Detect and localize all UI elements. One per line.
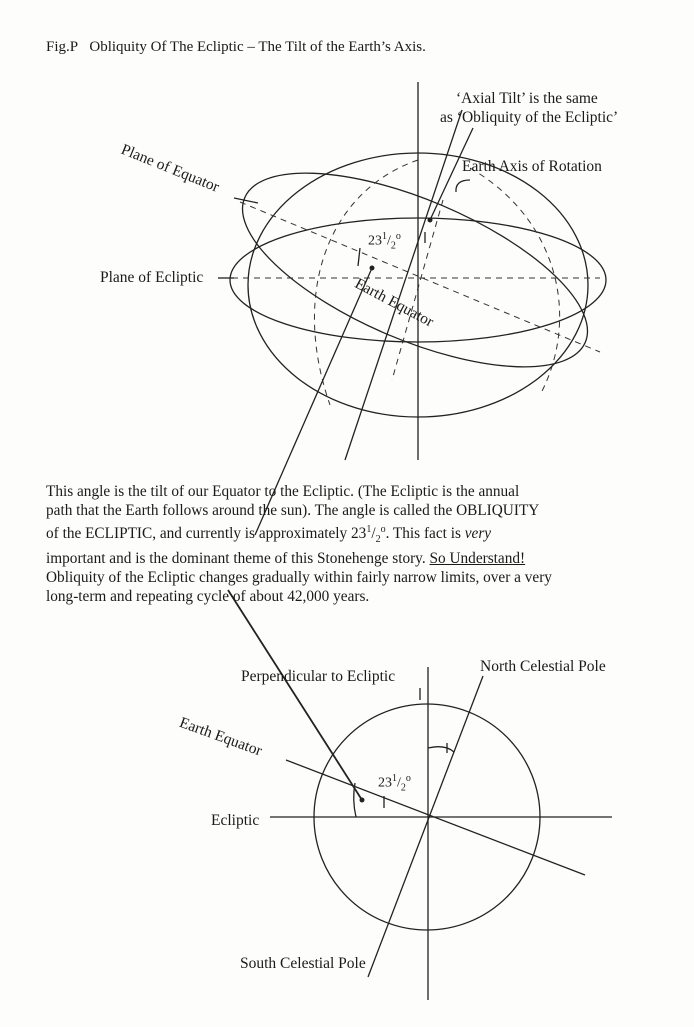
paragraph-line-5: Obliquity of the Ecliptic changes gradually within fairly narrow limits, over a very: [46, 569, 552, 587]
earth-equator-label-bottom: Earth Equator: [177, 714, 265, 760]
equator-dashed-line: [240, 202, 600, 352]
north-celestial-pole-label: North Celestial Pole: [480, 658, 606, 675]
equator-label-arrow: [234, 198, 258, 203]
bottom-circle-diagram: [228, 590, 612, 1000]
top-angle-label: $23^1/_2^o$: [368, 231, 401, 252]
celestial-pole-axis: [368, 676, 483, 977]
angle-arc: [428, 747, 454, 752]
pointer-line-from-text: [228, 590, 362, 800]
equator-angle-marker: [360, 798, 365, 803]
paragraph-line-4: important and is the dominant theme of this Stonehenge story. So Understand!: [46, 550, 526, 568]
paragraph-angle: $23^1/_2^o$: [351, 524, 386, 546]
explanation-paragraph: [46, 482, 646, 606]
ecliptic-label: Ecliptic: [211, 812, 260, 829]
figure-id: Fig.P: [46, 39, 79, 55]
figure-header: [46, 38, 426, 56]
paragraph-line-2: path that the Earth follows around the sun). The angle is called the OBLIQUITY: [46, 502, 540, 519]
so-understand: So Understand!: [429, 550, 526, 568]
equator-point-marker: [370, 266, 375, 271]
paragraph-line-6: long-term and repeating cycle of about 42,000 years.: [46, 588, 370, 606]
very-emphasis: very: [464, 525, 492, 543]
figure-title: Obliquity Of The Ecliptic – The Tilt of the Earth’s Axis.: [89, 39, 426, 55]
tilt-point-marker: [428, 218, 433, 223]
earth-axis-label: Earth Axis of Rotation: [462, 158, 602, 175]
axial-tilt-note-line1: ‘Axial Tilt’ is the same: [456, 90, 598, 107]
bottom-angle-label: $23^1/_2^o$: [378, 773, 411, 794]
perpendicular-to-ecliptic-label: Perpendicular to Ecliptic: [241, 668, 396, 685]
paragraph-line-1: This angle is the tilt of our Equator to the Ecliptic. (The Ecliptic is the annual: [46, 483, 520, 500]
plane-of-ecliptic-label: Plane of Ecliptic: [100, 269, 204, 286]
earth-equator-label: Earth Equator: [352, 275, 437, 331]
hidden-meridian-dashed-right: [470, 168, 560, 395]
angle-tick-left: [358, 248, 360, 266]
paragraph-line-3: of the ECLIPTIC, and currently is approximately $23^1/_2^o$. This fact is very: [46, 524, 492, 546]
equator-angle-arc: [354, 783, 356, 817]
plane-of-equator-label: Plane of Equator: [118, 141, 222, 196]
axis-label-pointer: [456, 180, 470, 192]
south-celestial-pole-label: South Celestial Pole: [240, 955, 366, 972]
axial-tilt-note-line2: as ‘Obliquity of the Ecliptic’: [440, 109, 619, 126]
